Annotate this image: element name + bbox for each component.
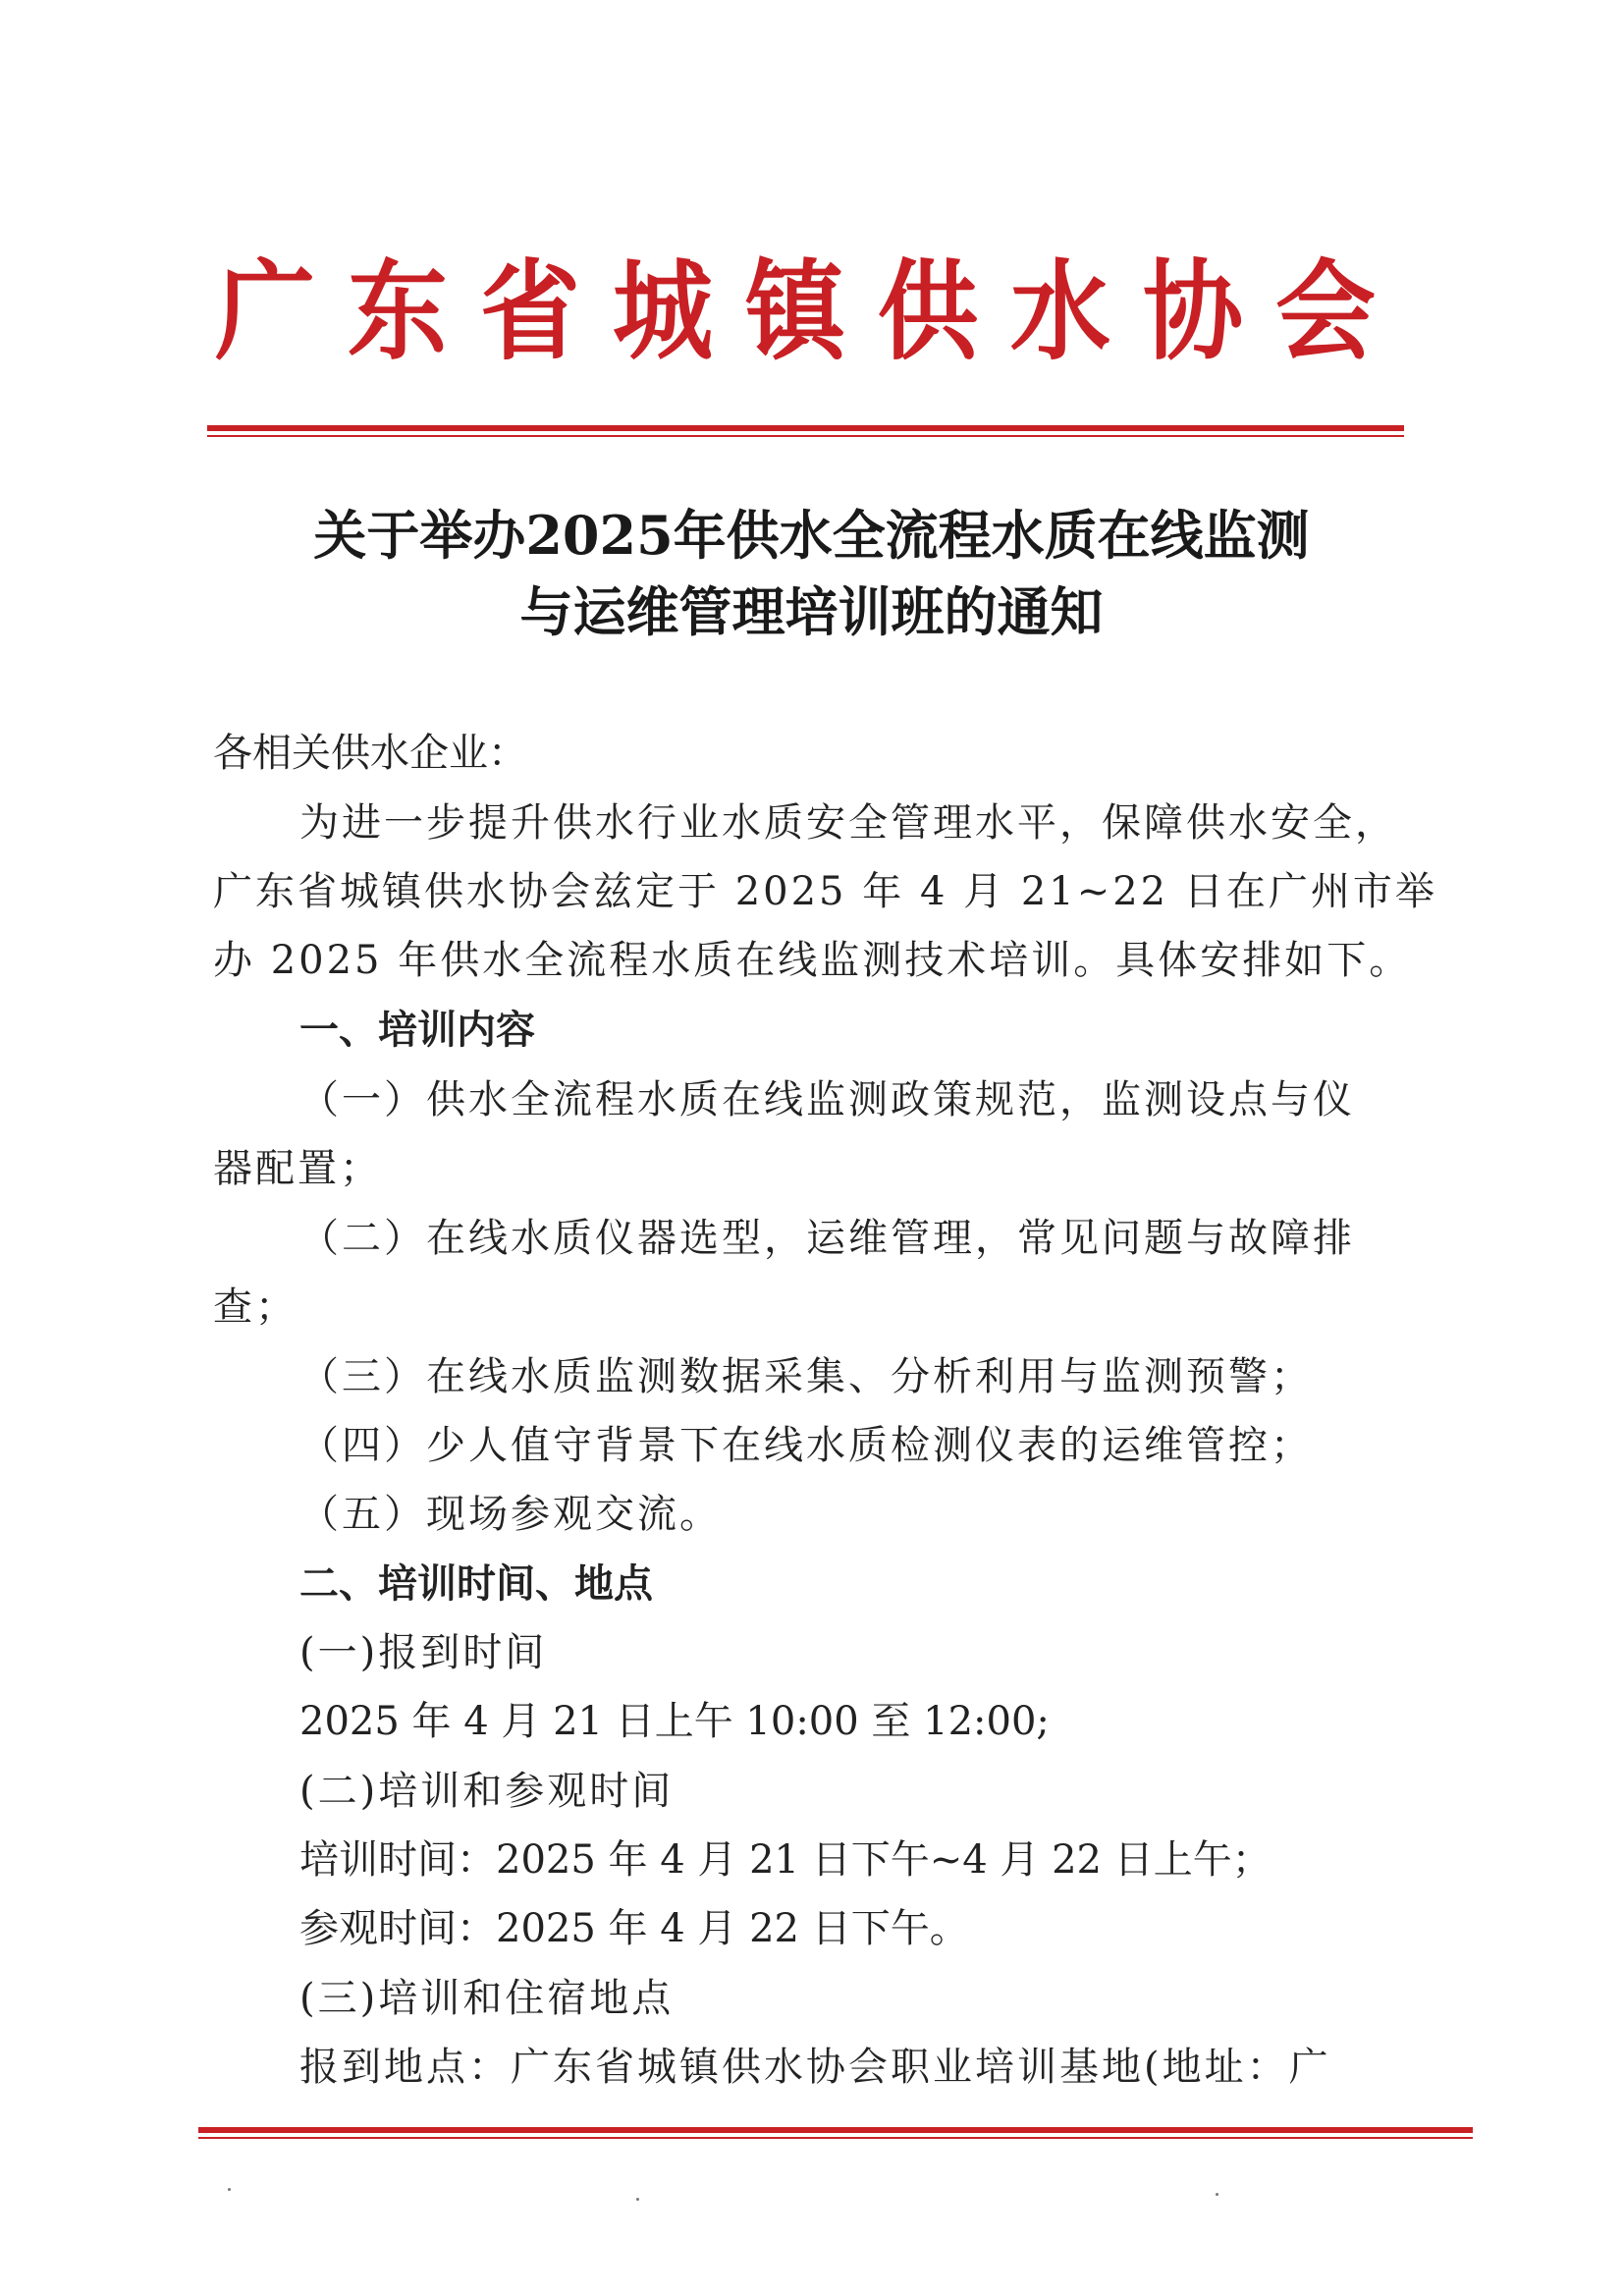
section-1-item-3: （三）在线水质监测数据采集、分析利用与监测预警； [299, 1354, 1313, 1399]
intro-line-2: 广东省城镇供水协会兹定于 2025 年 4 月 21~22 日在广州市举 [213, 869, 1437, 914]
intro-line-3: 办 2025 年供水全流程水质在线监测技术培训。具体安排如下。 [213, 938, 1412, 983]
letterhead-org-name: 广东省城镇供水协会 [215, 249, 1408, 376]
salutation: 各相关供水企业： [213, 731, 527, 776]
letterhead-divider [207, 425, 1404, 439]
section-1-item-2: （二）在线水质仪器选型，运维管理，常见问题与故障排 [299, 1216, 1355, 1261]
footer-divider-thin [198, 2137, 1473, 2139]
section-1-item-2-cont: 查； [213, 1285, 298, 1330]
section-2-sub-2-line-1: 培训时间：2025 年 4 月 21 日下午~4 月 22 日上午； [299, 1837, 1271, 1883]
section-2-sub-3-line-1: 报到地点：广东省城镇供水协会职业培训基地(地址：广 [299, 2045, 1331, 2090]
letterhead-divider-thick [207, 425, 1404, 431]
document-title-line-2: 与运维管理培训班的通知 [519, 580, 1104, 643]
section-2-sub-1-text: 2025 年 4 月 21 日上午 10:00 至 12:00; [299, 1699, 1050, 1744]
section-2-sub-3-heading: (三)培训和住宿地点 [299, 1976, 675, 2021]
footer-divider-thick [198, 2127, 1473, 2133]
section-1-heading: 一、培训内容 [299, 1008, 535, 1053]
scan-speck [636, 2198, 639, 2201]
section-2-sub-1-heading: (一)报到时间 [299, 1630, 548, 1675]
section-1-item-5: （五）现场参观交流。 [299, 1492, 722, 1537]
section-1-item-1: （一）供水全流程水质在线监测政策规范，监测设点与仪 [299, 1077, 1355, 1122]
scan-speck [228, 2188, 231, 2191]
footer-divider [198, 2127, 1473, 2141]
document-title-line-1: 关于举办2025年供水全流程水质在线监测 [313, 504, 1310, 567]
letterhead-divider-thin [207, 435, 1404, 437]
section-2-sub-2-line-2: 参观时间：2025 年 4 月 22 日下午。 [299, 1906, 969, 1951]
scan-speck [1216, 2193, 1218, 2196]
section-1-item-4: （四）少人值守背景下在线水质检测仪表的运维管控； [299, 1423, 1313, 1468]
section-2-sub-2-heading: (二)培训和参观时间 [299, 1769, 675, 1814]
section-2-heading: 二、培训时间、地点 [299, 1561, 653, 1607]
section-1-item-1-cont: 器配置； [213, 1146, 382, 1191]
intro-line-1: 为进一步提升供水行业水质安全管理水平，保障供水安全， [299, 800, 1397, 846]
